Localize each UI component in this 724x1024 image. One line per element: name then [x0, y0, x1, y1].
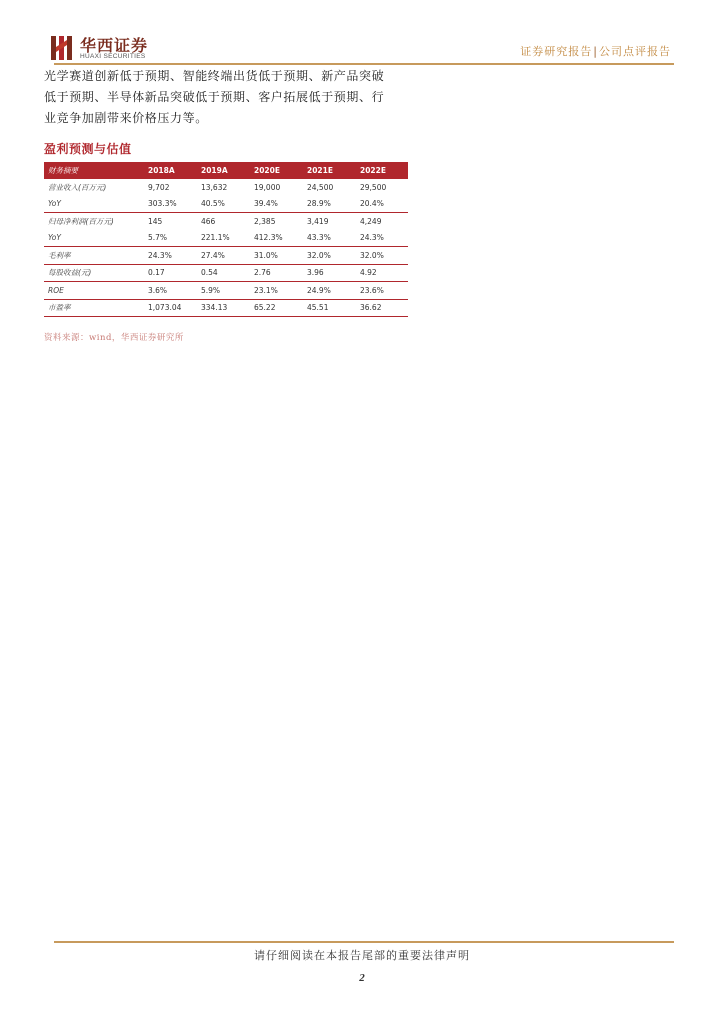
table-cell: 412.3% — [250, 230, 303, 247]
column-header: 财务摘要 — [44, 162, 144, 179]
page-header — [0, 0, 724, 70]
table-cell: 32.0% — [356, 247, 408, 265]
table-cell: 334.13 — [197, 299, 250, 317]
row-label: ROE — [44, 282, 144, 300]
table-cell: 3.96 — [303, 264, 356, 282]
table-cell: 39.4% — [250, 196, 303, 213]
logo-chinese-name: 华西证券 — [80, 36, 149, 55]
table-cell: 4,249 — [360, 216, 382, 226]
table-cell: 32.0% — [303, 247, 356, 265]
data-source-note: 资料来源：wind，华西证券研究所 — [44, 333, 184, 343]
table-cell: 45.51 — [303, 299, 356, 317]
report-category: 证券研究报告 — [520, 45, 593, 58]
header-rule — [54, 63, 674, 65]
row-label: 毛利率 — [44, 247, 144, 265]
legal-disclaimer: 请仔细阅读在本报告尾部的重要法律声明 — [254, 949, 470, 962]
paragraph-line: 业竞争加剧带来价格压力等。 — [44, 111, 208, 125]
row-label: 市盈率 — [44, 299, 144, 317]
report-subcategory: 公司点评报告 — [599, 45, 671, 58]
paragraph-line: 低于预期、半导体新品突破低于预期、客户拓展低于预期、行 — [44, 90, 385, 104]
table-cell: 43.3% — [303, 230, 356, 247]
table-cell: 28.9% — [303, 196, 356, 213]
table-cell: 24.9% — [303, 282, 356, 300]
table-cell: 5.9% — [197, 282, 250, 300]
table-cell: 5.7% — [144, 230, 197, 247]
table-cell: 3,419 — [307, 216, 329, 226]
page-number: 2 — [359, 972, 365, 984]
table-cell: 40.5% — [197, 196, 250, 213]
report-type-label — [520, 43, 671, 59]
risk-paragraph — [44, 66, 410, 129]
table-cell: 303.3% — [144, 196, 197, 213]
row-label: 每股收益(元) — [44, 264, 144, 282]
logo-english-name: HUAXI SECURITIES — [80, 53, 146, 60]
table-cell: 2.76 — [250, 264, 303, 282]
table-cell: 27.4% — [197, 247, 250, 265]
column-header: 2019A — [197, 162, 250, 179]
table-cell: 1,073.04 — [144, 299, 197, 317]
company-logo — [50, 33, 180, 63]
table-cell: 24.3% — [356, 230, 408, 247]
column-header: 2021E — [303, 162, 356, 179]
huaxi-logo-icon — [50, 33, 74, 61]
table-row — [44, 299, 408, 317]
table-cell: 0.54 — [197, 264, 250, 282]
table-row — [44, 282, 408, 300]
row-label: YoY — [44, 230, 144, 247]
table-row — [44, 247, 408, 265]
table-cell: 36.62 — [356, 299, 408, 317]
table-row — [44, 196, 408, 213]
table-cell: 466 — [201, 216, 216, 226]
table-cell: 2,385 — [254, 216, 276, 226]
header-separator: | — [593, 45, 598, 58]
row-label: YoY — [44, 196, 144, 213]
footer-rule — [54, 941, 674, 943]
table-row — [44, 213, 408, 230]
table-cell: 19,000 — [254, 182, 281, 192]
row-label: 归母净利润(百万元) — [48, 216, 114, 226]
table-row — [44, 264, 408, 282]
table-row — [44, 230, 408, 247]
financial-summary-table — [44, 162, 408, 317]
table-cell: 20.4% — [356, 196, 408, 213]
table-cell: 65.22 — [250, 299, 303, 317]
column-header: 2022E — [356, 162, 408, 179]
paragraph-line: 光学赛道创新低于预期、智能终端出货低于预期、新产品突破 — [44, 69, 385, 83]
table-cell: 29,500 — [360, 182, 387, 192]
table-cell: 221.1% — [197, 230, 250, 247]
table-cell: 9,702 — [148, 182, 170, 192]
table-row — [44, 179, 408, 196]
table-cell: 31.0% — [250, 247, 303, 265]
table-header-row — [44, 162, 408, 179]
table-cell: 24.3% — [144, 247, 197, 265]
table-cell: 23.1% — [250, 282, 303, 300]
table-cell: 4.92 — [356, 264, 408, 282]
column-header: 2020E — [250, 162, 303, 179]
table-cell: 23.6% — [356, 282, 408, 300]
section-title: 盈利预测与估值 — [44, 142, 132, 156]
table-cell: 0.17 — [144, 264, 197, 282]
row-label: 营业收入(百万元) — [48, 182, 107, 192]
table-cell: 145 — [148, 216, 163, 226]
table-cell: 24,500 — [307, 182, 334, 192]
table-cell: 13,632 — [201, 182, 228, 192]
column-header: 2018A — [144, 162, 197, 179]
table-cell: 3.6% — [144, 282, 197, 300]
